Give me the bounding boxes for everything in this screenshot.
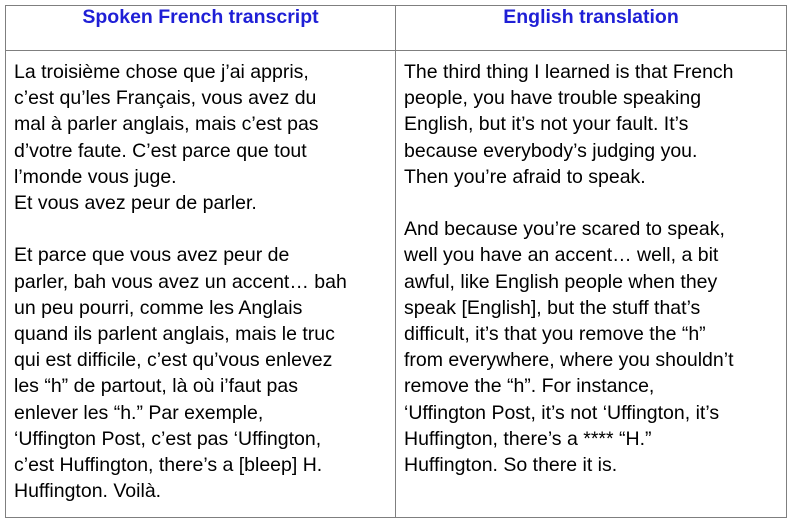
content-row [6, 51, 787, 518]
english-translation-cell [396, 51, 787, 518]
french-paragraph-2: Et parce que vous avez peur de parler, bah vous avez un accent… bah un peu pourri, comme les Anglais quand ils parlent anglais, mais le truc qui est difficile, c’est qu’vous enlevez les “h” de partout, là où i’faut pas enlever les “h.” Par exemple, ‘Uffington Post, c’est pas ‘Uffington, c’est Huffington, there’s a [bleep] H. Huffington. Voilà. [14, 244, 347, 503]
french-transcript-cell [6, 51, 396, 518]
english-paragraph-1: The third thing I learned is that French people, you have trouble speaking English, but it’s not your fault. It’s because everybody’s judging you. Then you’re afraid to speak. [404, 61, 734, 188]
french-paragraph-1: La troisième chose que j’ai appris, c’est qu’les Français, vous avez du mal à parler anglais, mais c’est pas d’votre faute. C’est parce que tout l’monde vous juge. Et vous avez peur de parler. [14, 61, 319, 215]
paragraph-gap [14, 216, 387, 242]
transcript-table [5, 5, 787, 518]
english-paragraph-2: And because you’re scared to speak, well you have an accent… well, a bit awful, like English people when they speak [English], but the stuff that’s difficult, it’s that you remove the “h” from everywhere, where you shouldn’t remove the “h”. For instance, ‘Uffington Post, it’s not ‘Uffington, it’s Huffington, there’s a **** “H.” Huffington. So there it is. [404, 218, 734, 477]
french-column-header: Spoken French transcript [6, 6, 396, 51]
english-column-header: English translation [396, 6, 787, 51]
header-row [6, 6, 787, 51]
paragraph-gap [404, 190, 778, 216]
